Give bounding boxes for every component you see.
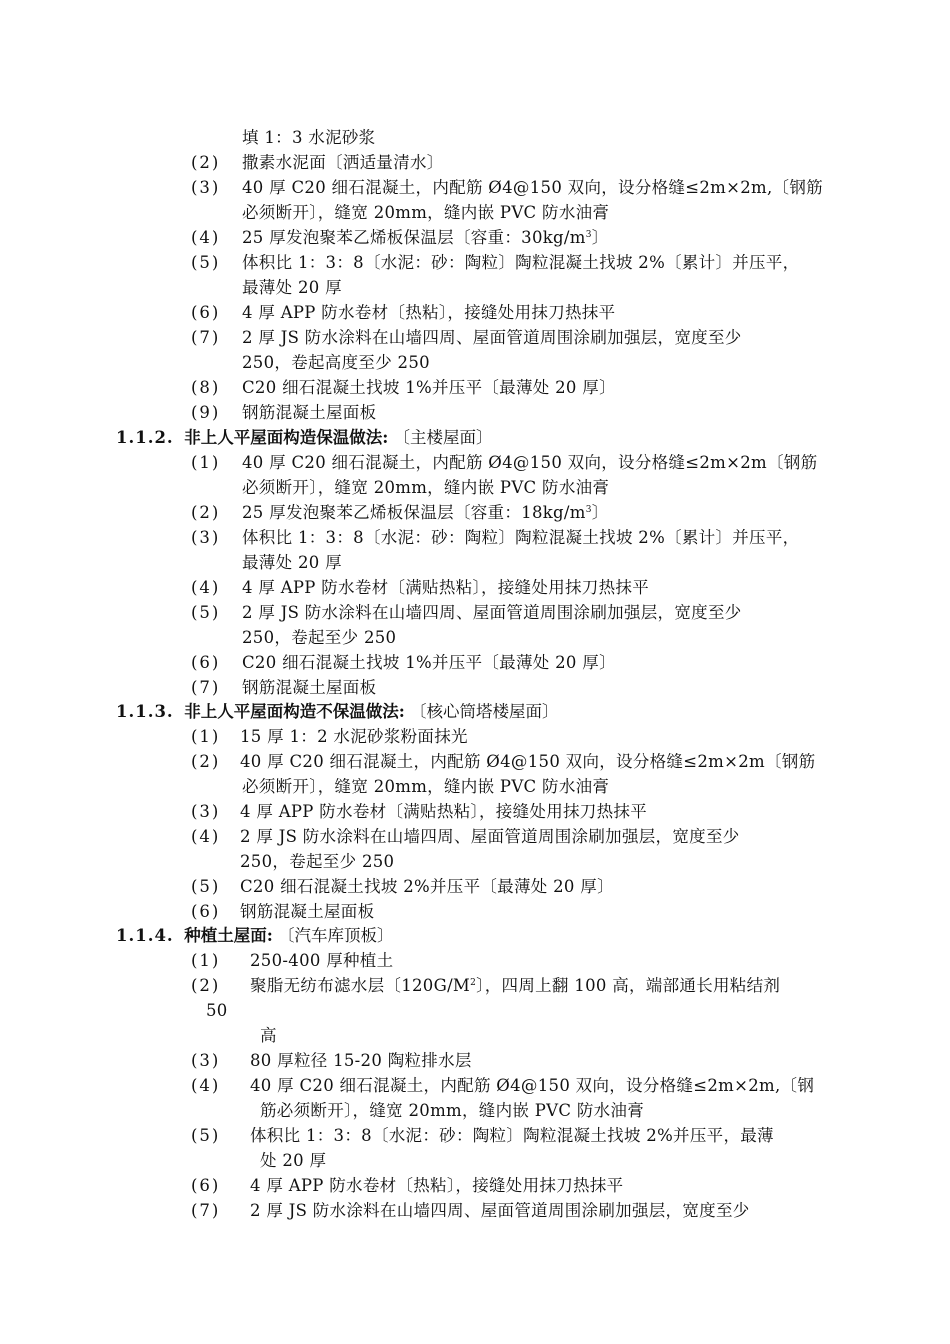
list-item-text: C20 细石混凝土找坡 2%并压平〔最薄处 20 厚〕 <box>240 877 614 896</box>
list-item-number: (4) <box>191 578 221 597</box>
list-item-number: (9) <box>191 403 221 422</box>
list-item-text: 聚脂无纺布滤水层〔$120G/M^2$〕，四周上翻 100 高，端部通长用粘结剂 <box>250 976 781 995</box>
list-item-number: (6) <box>191 1176 221 1195</box>
list-item-text: 40 厚 C20 细石混凝土，内配筋 Ø4@150 双向，设分格缝≤2m×2m,〔钢 <box>250 1076 815 1095</box>
section-number: 1.1.2. <box>116 428 174 447</box>
list-item-number: (4) <box>191 827 221 846</box>
list-item-text-cont: 250，卷起至少 250 <box>240 852 395 871</box>
section-heading <box>116 925 394 947</box>
section-heading <box>116 427 493 449</box>
section-subtitle: 〔主楼屋面〕 <box>393 428 493 447</box>
list-item-text: C20 细石混凝土找坡 1%并压平〔最薄处 20 厚〕 <box>242 653 616 672</box>
list-item-number: (7) <box>191 1201 221 1220</box>
list-item-number: (8) <box>191 378 221 397</box>
list-item-text-cont: 250，卷起高度至少 250 <box>242 353 430 372</box>
list-item-text: 体积比 1：3：8〔水泥：砂：陶粒〕陶粒混凝土找坡 2%〔累计〕并压平， <box>242 253 800 272</box>
list-item-text-cont: 50 <box>206 1001 228 1020</box>
list-item-text: 2 厚 JS 防水涂料在山墙四周、屋面管道周围涂刷加强层，宽度至少 <box>250 1201 750 1220</box>
list-item-number: (6) <box>191 902 221 921</box>
list-item-text: 撒素水泥面〔洒适量清水〕 <box>242 153 444 172</box>
list-item-text-cont: 250，卷起至少 250 <box>242 628 397 647</box>
list-item-text-cont: 必须断开〕，缝宽 20mm，缝内嵌 PVC 防水油膏 <box>242 203 610 222</box>
list-item-number: (6) <box>191 653 221 672</box>
list-item-text: 2 厚 JS 防水涂料在山墙四周、屋面管道周围涂刷加强层，宽度至少 <box>240 827 740 846</box>
continuation-line: 填 1：3 水泥砂浆 <box>242 128 376 147</box>
list-item-text: 4 厚 APP 防水卷材〔热粘〕，接缝处用抹刀热抹平 <box>250 1176 624 1195</box>
list-item-text-cont: 必须断开〕，缝宽 20mm，缝内嵌 PVC 防水油膏 <box>242 777 610 796</box>
list-item-text: 40 厚 C20 细石混凝土，内配筋 Ø4@150 双向，设分格缝≤2m×2m〔钢筋 <box>240 752 816 771</box>
list-item-text: 钢筋混凝土屋面板 <box>242 403 377 422</box>
list-item-number: (3) <box>191 1051 221 1070</box>
list-item-text-cont: 处 20 厚 <box>260 1151 327 1170</box>
list-item-number: (7) <box>191 678 221 697</box>
section-title: 非上人平屋面构造不保温做法: <box>184 702 405 721</box>
list-item-number: (2) <box>191 503 221 522</box>
list-item-text-cont: 必须断开〕，缝宽 20mm，缝内嵌 PVC 防水油膏 <box>242 478 610 497</box>
list-item-text-cont: 最薄处 20 厚 <box>242 278 342 297</box>
section-title: 非上人平屋面构造保温做法: <box>184 428 389 447</box>
list-item-number: (1) <box>191 453 221 472</box>
list-item-number: (5) <box>191 603 221 622</box>
list-item-number: (4) <box>191 1076 221 1095</box>
superscript: 3 <box>585 230 592 240</box>
list-item-text: 钢筋混凝土屋面板 <box>240 902 375 921</box>
list-item-number: (6) <box>191 303 221 322</box>
list-item-number: (2) <box>191 976 221 995</box>
list-item-text: 4 厚 APP 防水卷材〔热粘〕，接缝处用抹刀热抹平 <box>242 303 616 322</box>
list-item-number: (2) <box>191 752 221 771</box>
list-item-number: (1) <box>191 727 221 746</box>
list-item-text: 25 厚发泡聚苯乙烯板保温层〔容重：$18kg/m^3$〕 <box>242 503 609 522</box>
list-item-text: 体积比 1：3：8〔水泥：砂：陶粒〕陶粒混凝土找坡 2%并压平，最薄 <box>250 1126 774 1145</box>
list-item-text: 40 厚 C20 细石混凝土，内配筋 Ø4@150 双向，设分格缝≤2m×2m〔钢筋 <box>242 453 818 472</box>
list-item-text: 80 厚粒径 15-20 陶粒排水层 <box>250 1051 472 1070</box>
section-subtitle: 〔核心筒塔楼屋面〕 <box>410 702 559 721</box>
list-item-text: 体积比 1：3：8〔水泥：砂：陶粒〕陶粒混凝土找坡 2%〔累计〕并压平， <box>242 528 800 547</box>
list-item-number: (5) <box>191 1126 221 1145</box>
list-item-number: (3) <box>191 528 221 547</box>
list-item-text-cont: 最薄处 20 厚 <box>242 553 342 572</box>
list-item-number: (1) <box>191 951 221 970</box>
list-item-text: C20 细石混凝土找坡 1%并压平〔最薄处 20 厚〕 <box>242 378 616 397</box>
superscript: 3 <box>585 505 592 515</box>
superscript: 2 <box>470 978 477 988</box>
list-item-text: 15 厚 1：2 水泥砂浆粉面抹光 <box>240 727 468 746</box>
list-item-number: (5) <box>191 253 221 272</box>
list-item-text: 钢筋混凝土屋面板 <box>242 678 377 697</box>
section-number: 1.1.3. <box>116 702 174 721</box>
list-item-number: (5) <box>191 877 221 896</box>
list-item-text: 4 厚 APP 防水卷材〔满贴热粘〕，接缝处用抹刀热抹平 <box>242 578 650 597</box>
list-item-number: (4) <box>191 228 221 247</box>
list-item-text: 4 厚 APP 防水卷材〔满贴热粘〕，接缝处用抹刀热抹平 <box>240 802 648 821</box>
list-item-text: 40 厚 C20 细石混凝土，内配筋 Ø4@150 双向，设分格缝≤2m×2m,〔钢筋 <box>242 178 823 197</box>
list-item-text-cont: 高 <box>260 1026 277 1045</box>
list-item-text-cont: 筋必须断开〕，缝宽 20mm，缝内嵌 PVC 防水油膏 <box>260 1101 645 1120</box>
list-item-text: 25 厚发泡聚苯乙烯板保温层〔容重：$30kg/m^3$〕 <box>242 228 609 247</box>
section-title: 种植土屋面: <box>184 926 273 945</box>
list-item-number: (7) <box>191 328 221 347</box>
section-number: 1.1.4. <box>116 926 174 945</box>
section-heading <box>116 701 559 723</box>
list-item-number: (3) <box>191 802 221 821</box>
list-item-number: (3) <box>191 178 221 197</box>
list-item-text: 2 厚 JS 防水涂料在山墙四周、屋面管道周围涂刷加强层，宽度至少 <box>242 603 742 622</box>
list-item-number: (2) <box>191 153 221 172</box>
list-item-text: 2 厚 JS 防水涂料在山墙四周、屋面管道周围涂刷加强层，宽度至少 <box>242 328 742 347</box>
section-subtitle: 〔汽车库顶板〕 <box>278 926 394 945</box>
list-item-text: 250-400 厚种植土 <box>250 951 394 970</box>
